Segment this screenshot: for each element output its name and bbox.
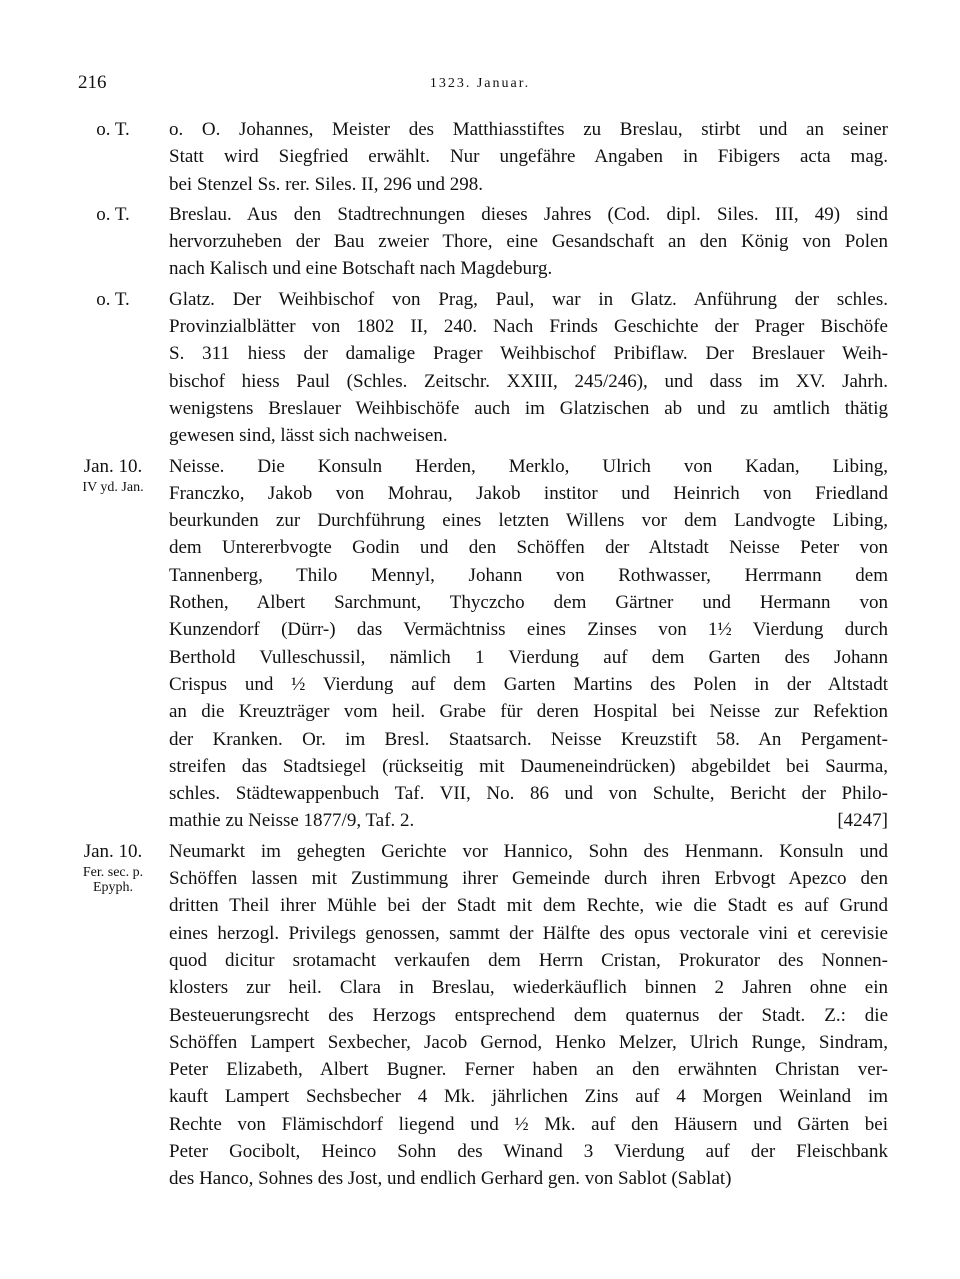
- text-line: [169, 313, 888, 340]
- text-line-content: an die Kreuzträger vom heil. Grabe für deren Hospital bei Neisse zur Refektion: [169, 701, 888, 723]
- entry-text: [169, 201, 888, 283]
- text-line: [169, 562, 888, 589]
- text-line: [169, 1165, 888, 1192]
- text-line-content: Rechte von Flämischdorf liegend und ½ Mk. auf den Häusern und Gärten bei: [169, 1113, 888, 1135]
- text-line-content: kauft Lampert Sechsbecher 4 Mk. jährlichen Zins auf 4 Morgen Weinland im: [169, 1086, 888, 1108]
- text-line: [169, 644, 888, 671]
- entry-date: [66, 838, 160, 895]
- entry: [0, 286, 960, 450]
- text-line: [169, 698, 888, 725]
- text-line: [169, 1056, 888, 1083]
- entry-date-main: Jan. 10.: [83, 840, 143, 862]
- text-line: [169, 368, 888, 395]
- text-line: [169, 534, 888, 561]
- entry-text: [169, 116, 888, 198]
- text-line-content: Berthold Vulleschussil, nämlich 1 Vierdung auf dem Garten des Johann: [169, 646, 888, 668]
- text-line-content: Besteuerungsrecht des Herzogs entsprechend dem quaternus der Stadt. Z.: die: [169, 1004, 888, 1026]
- text-line-content: Schöffen lassen mit Zustimmung ihrer Gemeinde durch ihren Erbvogt Apezco den: [169, 868, 888, 890]
- text-line: [169, 201, 888, 228]
- text-line-content: bischof hiess Paul (Schles. Zeitschr. XXIII, 245/246), und dass im XV. Jahrh.: [169, 370, 888, 392]
- entry-date-sub: IV yd. Jan.: [82, 479, 144, 495]
- text-line-content: Peter Gocibolt, Heinco Sohn des Winand 3 Vierdung auf der Fleischbank: [169, 1140, 888, 1162]
- entry-date-sub: Fer. sec. p. Epyph.: [82, 865, 144, 896]
- entry: [0, 453, 960, 835]
- text-line-content: Provinzialblätter von 1802 II, 240. Nach Frinds Geschichte der Prager Bischöfe: [169, 316, 888, 338]
- entry-date: [66, 201, 160, 228]
- text-line: [169, 1138, 888, 1165]
- text-line-content: bei Stenzel Ss. rer. Siles. II, 296 und 298.: [169, 173, 483, 195]
- entry-date-main: o. T.: [96, 119, 130, 140]
- text-line-content: Neisse. Die Konsuln Herden, Merklo, Ulrich von Kadan, Libing,: [169, 455, 888, 477]
- text-line-content: des Hanco, Sohnes des Jost, und endlich Gerhard gen. von Sablot (Sablat): [169, 1168, 732, 1190]
- entry-text: [169, 286, 888, 450]
- text-line: [169, 753, 888, 780]
- text-line: [169, 1083, 888, 1110]
- text-line: [169, 480, 888, 507]
- page-number: 216: [78, 72, 107, 93]
- text-line-content: wenigstens Breslauer Weihbischöfe auch im Glatzischen ab und zu amtlich thätig: [169, 397, 888, 419]
- text-line: [169, 726, 888, 753]
- text-line-content: dem Untererbvogte Godin und den Schöffen der Altstadt Neisse Peter von: [169, 537, 888, 559]
- entry-date: [66, 116, 160, 143]
- text-line-content: Schöffen Lampert Sexbecher, Jacob Gernod, Henko Melzer, Ulrich Runge, Sindram,: [169, 1031, 888, 1053]
- text-line: [169, 255, 888, 282]
- text-line: [169, 395, 888, 422]
- entry-date-main: o. T.: [96, 288, 130, 310]
- text-line: [169, 807, 888, 834]
- text-line-content: Franczko, Jakob von Mohrau, Jakob institor und Heinrich von Friedland: [169, 482, 888, 504]
- text-line-content: Statt wird Siegfried erwählt. Nur ungefähre Angaben in Fibigers acta mag.: [169, 146, 888, 168]
- text-line: [169, 228, 888, 255]
- text-line-content: beurkunden zur Durchführung eines letzten Willens vor dem Landvogte Libing,: [169, 510, 888, 532]
- text-line: [169, 920, 888, 947]
- text-line: [169, 974, 888, 1001]
- text-line-content: Breslau. Aus den Stadtrechnungen dieses Jahres (Cod. dipl. Siles. III, 49) sind: [169, 203, 888, 225]
- text-line: [169, 1002, 888, 1029]
- text-line-content: Glatz. Der Weihbischof von Prag, Paul, war in Glatz. Anführung der schles.: [169, 288, 888, 310]
- text-line-content: S. 311 hiess der damalige Prager Weihbischof Pribiflaw. Der Breslauer Weih-: [169, 343, 888, 365]
- entry: [0, 116, 960, 198]
- text-line: [169, 507, 888, 534]
- text-line-content: Neumarkt im gehegten Gerichte vor Hannico, Sohn des Henmann. Konsuln und: [169, 840, 888, 862]
- text-line-content: schles. Städtewappenbuch Taf. VII, No. 86 und von Schulte, Bericht der Philo-: [169, 783, 888, 805]
- entry: [0, 838, 960, 1193]
- text-line: [169, 1111, 888, 1138]
- entry-text: [169, 453, 888, 835]
- entries-list: [0, 116, 960, 1196]
- entry-date-main: Jan. 10.: [83, 455, 143, 477]
- entry-date: [66, 286, 160, 313]
- text-line: [169, 892, 888, 919]
- text-line-content: o. O. Johannes, Meister des Matthiasstiftes zu Breslau, stirbt und an seiner: [169, 119, 888, 140]
- text-line: [169, 671, 888, 698]
- text-line-content: Peter Elizabeth, Albert Bugner. Ferner haben an den erwähnten Christan ver-: [169, 1059, 888, 1081]
- text-line: [169, 143, 888, 170]
- text-line-content: nach Kalisch und eine Botschaft nach Magdeburg.: [169, 258, 553, 280]
- text-line-content: quod dicitur srotamacht verkaufen dem Herrn Cristan, Prokurator des Nonnen-: [169, 949, 888, 971]
- text-line-content: dritten Theil ihrer Mühle bei der Stadt mit dem Rechte, wie die Stadt es auf Grund: [169, 895, 888, 917]
- text-line: [169, 116, 888, 143]
- text-line-content: Kunzendorf (Dürr-) das Vermächtniss eines Zinses von 1½ Vierdung durch: [169, 619, 888, 641]
- entry-date-main: o. T.: [96, 203, 130, 225]
- text-line-content: eines herzogl. Privilegs genossen, sammt der Hälfte des opus vectorale vini et cerevisie: [169, 922, 888, 944]
- text-line-content: mathie zu Neisse 1877/9, Taf. 2.: [169, 810, 415, 832]
- entry-text: [169, 838, 888, 1193]
- page-header: [0, 72, 960, 102]
- text-line: [169, 286, 888, 313]
- text-line-content: klosters zur heil. Clara in Breslau, wiederkäuflich binnen 2 Jahren ohne ein: [169, 977, 888, 999]
- text-line: [169, 589, 888, 616]
- entry: [0, 201, 960, 283]
- text-line-content: gewesen sind, lässt sich nachweisen.: [169, 425, 448, 447]
- text-line: [169, 616, 888, 643]
- text-line: [169, 422, 888, 449]
- running-title: 1323. Januar.: [429, 76, 531, 91]
- entry-date: [66, 453, 160, 495]
- text-line-content: der Kranken. Or. im Bresl. Staatsarch. Neisse Kreuzstift 58. An Pergament-: [169, 728, 888, 750]
- entry-reference-number: [4247]: [837, 810, 888, 832]
- text-line: [169, 1029, 888, 1056]
- text-line: [169, 947, 888, 974]
- text-line: [169, 171, 888, 198]
- text-line: [169, 838, 888, 865]
- text-line: [169, 780, 888, 807]
- text-line-content: hervorzuheben der Bau zweier Thore, eine Gesandschaft an den König von Polen: [169, 231, 888, 253]
- text-line: [169, 340, 888, 367]
- text-line-content: Tannenberg, Thilo Mennyl, Johann von Rothwasser, Herrmann dem: [169, 564, 888, 586]
- text-line: [169, 453, 888, 480]
- text-line-content: Crispus und ½ Vierdung auf dem Garten Martins des Polen in der Altstadt: [169, 673, 888, 695]
- text-line-content: streifen das Stadtsiegel (rückseitig mit Daumeneindrücken) abgebildet bei Saurma,: [169, 755, 888, 777]
- text-line: [169, 865, 888, 892]
- text-line-content: Rothen, Albert Sarchmunt, Thyczcho dem Gärtner und Hermann von: [169, 592, 888, 614]
